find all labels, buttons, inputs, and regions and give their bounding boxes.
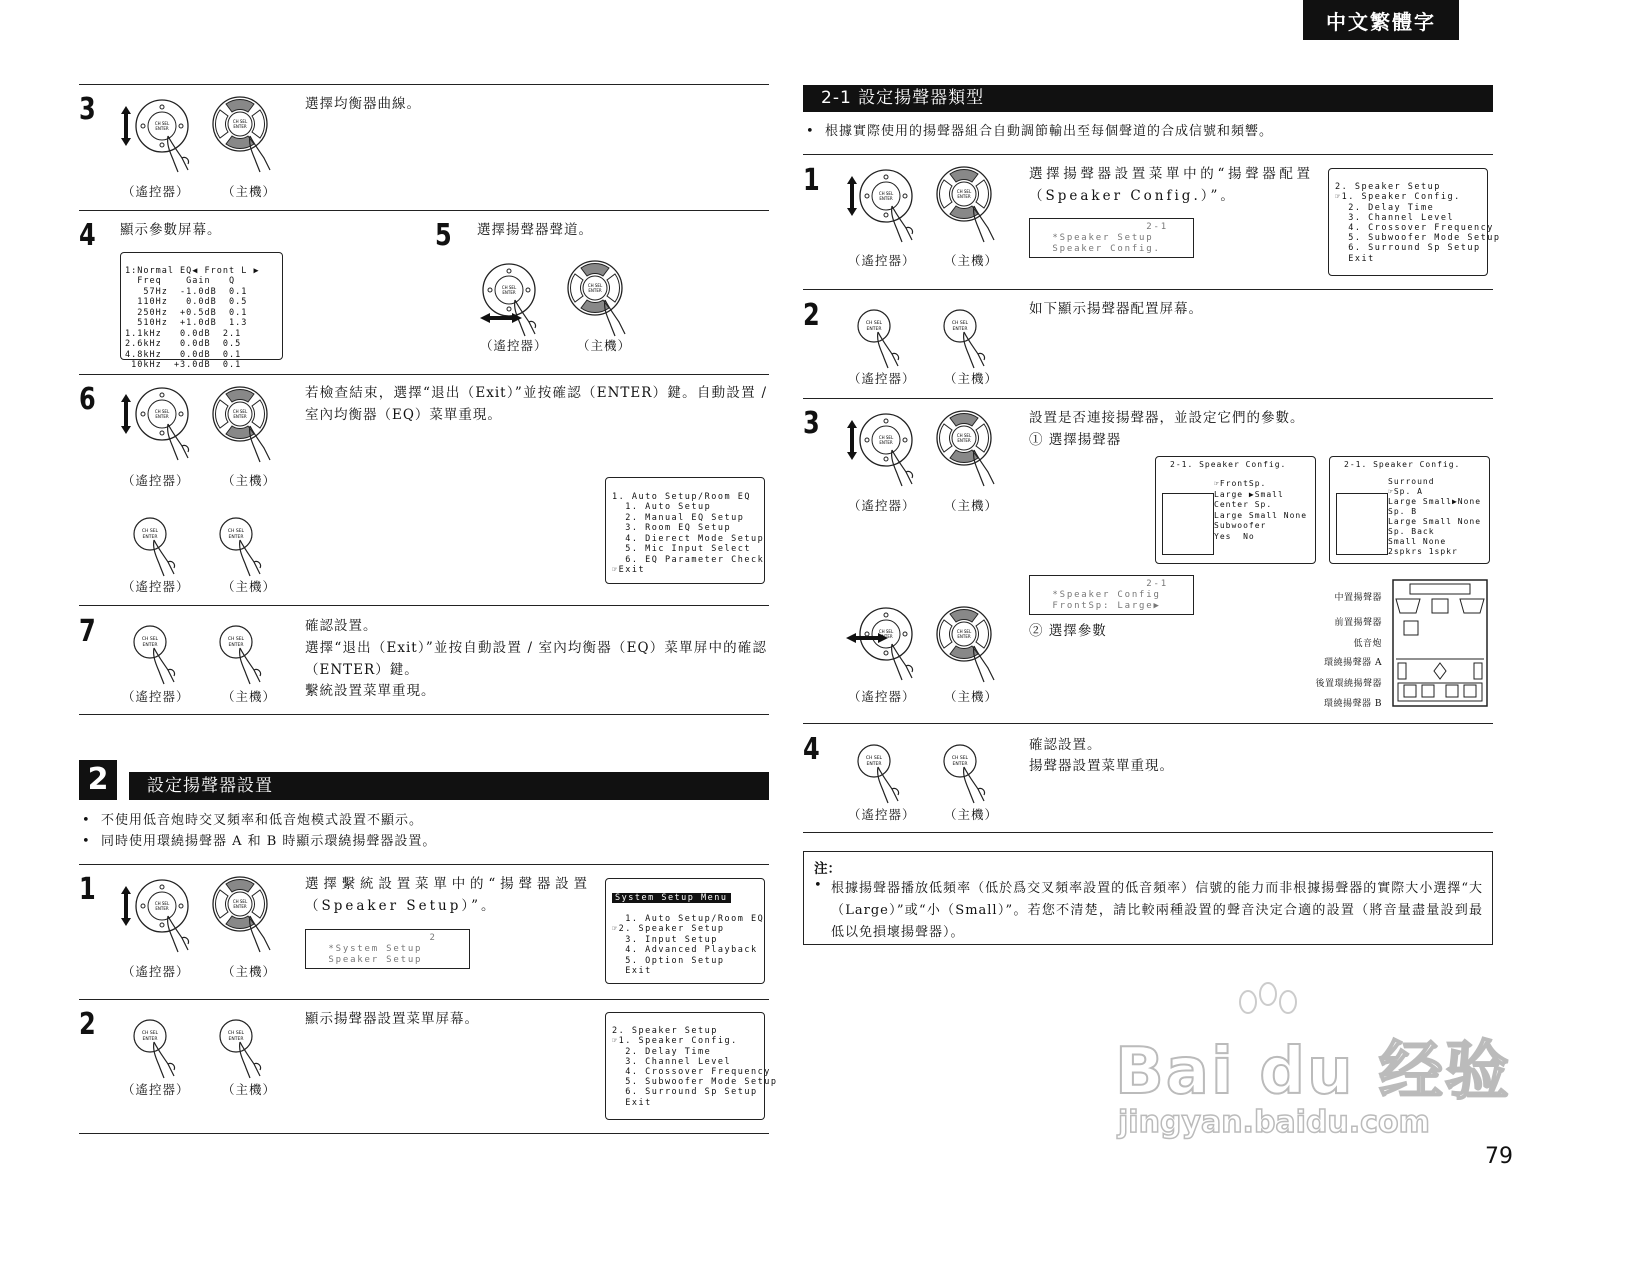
remote-caption: （遙控器） <box>480 338 548 353</box>
enter-button-icon[interactable] <box>130 1016 190 1082</box>
language-tab: 中文繁體字 <box>1303 0 1459 40</box>
enter-button-icon[interactable] <box>854 306 914 372</box>
page-number: 79 <box>1485 1144 1513 1169</box>
step-text: 確認設置。 <box>1029 737 1102 753</box>
speaker-label: 低音炮 <box>1353 639 1382 649</box>
step-number: 1 <box>79 872 96 907</box>
main-unit-caption: （主機） <box>222 689 277 704</box>
enter-button-icon[interactable] <box>854 741 914 807</box>
main-unit-control-icon[interactable] <box>210 96 282 178</box>
remote-caption: （遙控器） <box>122 184 190 199</box>
enter-button-icon[interactable] <box>940 741 1000 807</box>
step-text: 揚聲器設置菜單重現。 <box>1029 758 1174 774</box>
remote-control-icon[interactable] <box>128 878 198 958</box>
step-number: 4 <box>79 218 96 253</box>
step-subtitle: ② 選擇參數 <box>1029 623 1107 639</box>
watermark-logo: Bai du 经验 <box>1115 1035 1511 1109</box>
remote-control-icon[interactable] <box>475 262 545 342</box>
step-text: 選擇揚聲器設置菜單中的“揚聲器配置（Speaker Config.）”。 <box>1029 166 1313 204</box>
step-subtitle: ① 選擇揚聲器 <box>1029 432 1122 448</box>
speaker-label: 前置揚聲器 <box>1334 618 1382 628</box>
paw-icon <box>1228 980 1308 1040</box>
system-setup-menu-screen: System Setup Menu 1. Auto Setup/Room EQ ☞2. Speaker Setup 3. Input Setup 4. Advanced Playback 5. Option Setup Exit <box>605 878 765 984</box>
remote-caption: （遙控器） <box>848 807 916 822</box>
step-text: 設置是否連接揚聲器，並設定它們的參數。 <box>1029 410 1305 426</box>
subsection-title: 2-1 設定揚聲器類型 <box>803 85 1493 112</box>
step-text: 顯示參數屏幕。 <box>120 222 222 238</box>
step-number: 3 <box>803 406 820 441</box>
caution-box: 注： • 根據揚聲器播放低頻率（低於爲交叉頻率設置的低音頻率）信號的能力而非根據揚聲器的實際大小選擇“大（Large）”或“小（Small）”。若您不清楚，請比較兩種設置的聲音決定合適的設置（將音量盡量設到最低以免損壞揚聲器）。 <box>803 851 1493 945</box>
remote-caption: （遙控器） <box>122 689 190 704</box>
main-unit-caption: （主機） <box>944 253 999 268</box>
remote-caption: （遙控器） <box>122 473 190 488</box>
enter-button-icon[interactable] <box>216 622 276 688</box>
main-unit-control-icon[interactable] <box>934 410 1006 492</box>
speaker-config-screen-a: 2-1. Speaker Config. ☞FrontSp. Large ▶Small Center Sp. Large Small None Subwoofer Yes No <box>1155 456 1316 564</box>
remote-control-icon[interactable] <box>852 606 922 686</box>
step-text: 選擇繫統設置菜單中的“揚聲器設置（Speaker Setup）”。 <box>305 876 590 914</box>
front-display-screen: 2-1 *Speaker Setup Speaker Config. <box>1029 218 1194 258</box>
left-right-arrow-icon <box>846 632 890 646</box>
section-number: 2 <box>79 760 117 800</box>
step-number: 1 <box>803 163 820 198</box>
remote-caption: （遙控器） <box>122 1082 190 1097</box>
step-number: 4 <box>803 732 820 767</box>
remote-caption: （遙控器） <box>848 498 916 513</box>
speaker-label: 環繞揚聲器 B <box>1324 699 1382 709</box>
speaker-setup-menu-screen: 2. Speaker Setup ☞1. Speaker Config. 2. Delay Time 3. Channel Level 4. Crossover Frequency 5. Subwoofer Mode Setup 6. Surround Sp Setup Exit <box>605 1012 765 1120</box>
enter-button-icon[interactable] <box>130 622 190 688</box>
remote-control-icon[interactable] <box>852 412 922 492</box>
remote-caption: （遙控器） <box>848 371 916 386</box>
enter-button-icon[interactable] <box>940 306 1000 372</box>
main-unit-caption: （主機） <box>944 371 999 386</box>
step-text: 如下顯示揚聲器配置屏幕。 <box>1029 301 1203 317</box>
remote-caption: （遙控器） <box>122 964 190 979</box>
note-item: • 根據實際使用的揚聲器組合自動調節輸出至每個聲道的合成信號和頻響。 <box>806 124 1273 139</box>
step-number: 2 <box>803 298 820 333</box>
remote-control-icon[interactable] <box>852 168 922 248</box>
remote-caption: （遙控器） <box>848 253 916 268</box>
note-item: • 不使用低音炮時交叉頻率和低音炮模式設置不顯示。 <box>82 813 423 828</box>
step-text: 選擇均衡器曲線。 <box>305 96 421 112</box>
step-number: 6 <box>79 382 96 417</box>
remote-control-icon[interactable] <box>128 98 198 178</box>
main-unit-caption: （主機） <box>577 338 632 353</box>
step-text: 若檢查結束，選擇“退出（Exit）”並按確認（ENTER）鍵。自動設置 / 室內均衡器（EQ）菜單重現。 <box>305 385 767 423</box>
main-unit-control-icon[interactable] <box>210 876 282 958</box>
step-number: 2 <box>79 1007 96 1042</box>
speaker-setup-menu-screen: 2. Speaker Setup ☞1. Speaker Config. 2. Delay Time 3. Channel Level 4. Crossover Frequency 5. Subwoofer Mode Setup 6. Surround Sp Setup Exit <box>1328 168 1488 276</box>
enter-button-icon[interactable] <box>130 514 190 580</box>
main-unit-caption: （主機） <box>222 964 277 979</box>
section-title: 設定揚聲器設置 <box>129 772 769 800</box>
step-number: 5 <box>435 218 452 253</box>
main-unit-caption: （主機） <box>222 473 277 488</box>
front-display-screen: 2 *System Setup Speaker Setup <box>305 929 470 969</box>
remote-caption: （遙控器） <box>848 689 916 704</box>
main-unit-caption: （主機） <box>222 184 277 199</box>
remote-caption: （遙控器） <box>122 579 190 594</box>
step-text: 繫統設置菜單重現。 <box>305 683 436 699</box>
step-text: 選擇“退出（Exit）”並按自動設置 / 室內均衡器（EQ）菜單屏中的確認（ENTER）鍵。 <box>305 640 767 678</box>
main-unit-caption: （主機） <box>222 579 277 594</box>
speaker-config-screen-b: 2-1. Speaker Config. Surround ☞Sp. A Large Small▶None Sp. B Large Small None Sp. Back Small None 2spkrs 1spkr <box>1329 456 1490 564</box>
remote-control-icon[interactable] <box>128 386 198 466</box>
enter-button-icon[interactable] <box>216 514 276 580</box>
step-text: 確認設置。 <box>305 618 378 634</box>
main-unit-caption: （主機） <box>944 689 999 704</box>
main-unit-caption: （主機） <box>944 807 999 822</box>
step-number: 7 <box>79 614 96 649</box>
main-unit-control-icon[interactable] <box>934 166 1006 248</box>
auto-setup-menu-screen: 1. Auto Setup/Room EQ 1. Auto Setup 2. Manual EQ Setup 3. Room EQ Setup 4. Dierect Mode Setup 5. Mic Input Select 6. EQ Parameter Check ☞Exit <box>605 477 765 584</box>
step-number: 3 <box>79 92 96 127</box>
step-text: 顯示揚聲器設置菜單屏幕。 <box>305 1011 479 1027</box>
step-text: 選擇揚聲器聲道。 <box>477 222 593 238</box>
watermark-url: jingyan.baidu.com <box>1118 1105 1430 1140</box>
speaker-label: 中置揚聲器 <box>1334 593 1382 603</box>
enter-button-icon[interactable] <box>216 1016 276 1082</box>
front-display-screen: 2-1 *Speaker Config FrontSp: Large▶ <box>1029 575 1194 615</box>
speaker-layout-diagram <box>1392 579 1488 707</box>
main-unit-caption: （主機） <box>222 1082 277 1097</box>
main-unit-control-icon[interactable] <box>934 606 1006 688</box>
main-unit-caption: （主機） <box>944 498 999 513</box>
note-item: • 同時使用環繞揚聲器 A 和 B 時顯示環繞揚聲器設置。 <box>82 834 437 849</box>
speaker-label: 後置環繞揚聲器 <box>1315 679 1382 689</box>
main-unit-control-icon[interactable] <box>565 260 637 342</box>
speaker-label: 環繞揚聲器 A <box>1324 658 1382 668</box>
eq-parameter-screen: 1:Normal EQ◀ Front L ▶ Freq Gain Q 57Hz -1.0dB 0.1 110Hz 0.0dB 0.5 250Hz +0.5dB 0.1 510Hz +1.0dB 1.3 1.1kHz 0.0dB 2.1 2.6kHz 0.0dB 0.5 4.8kHz 0.0dB 0.1 10kHz +3.0dB 0.1 <box>120 252 283 360</box>
left-right-arrow-icon <box>480 312 524 326</box>
main-unit-control-icon[interactable] <box>210 386 282 468</box>
